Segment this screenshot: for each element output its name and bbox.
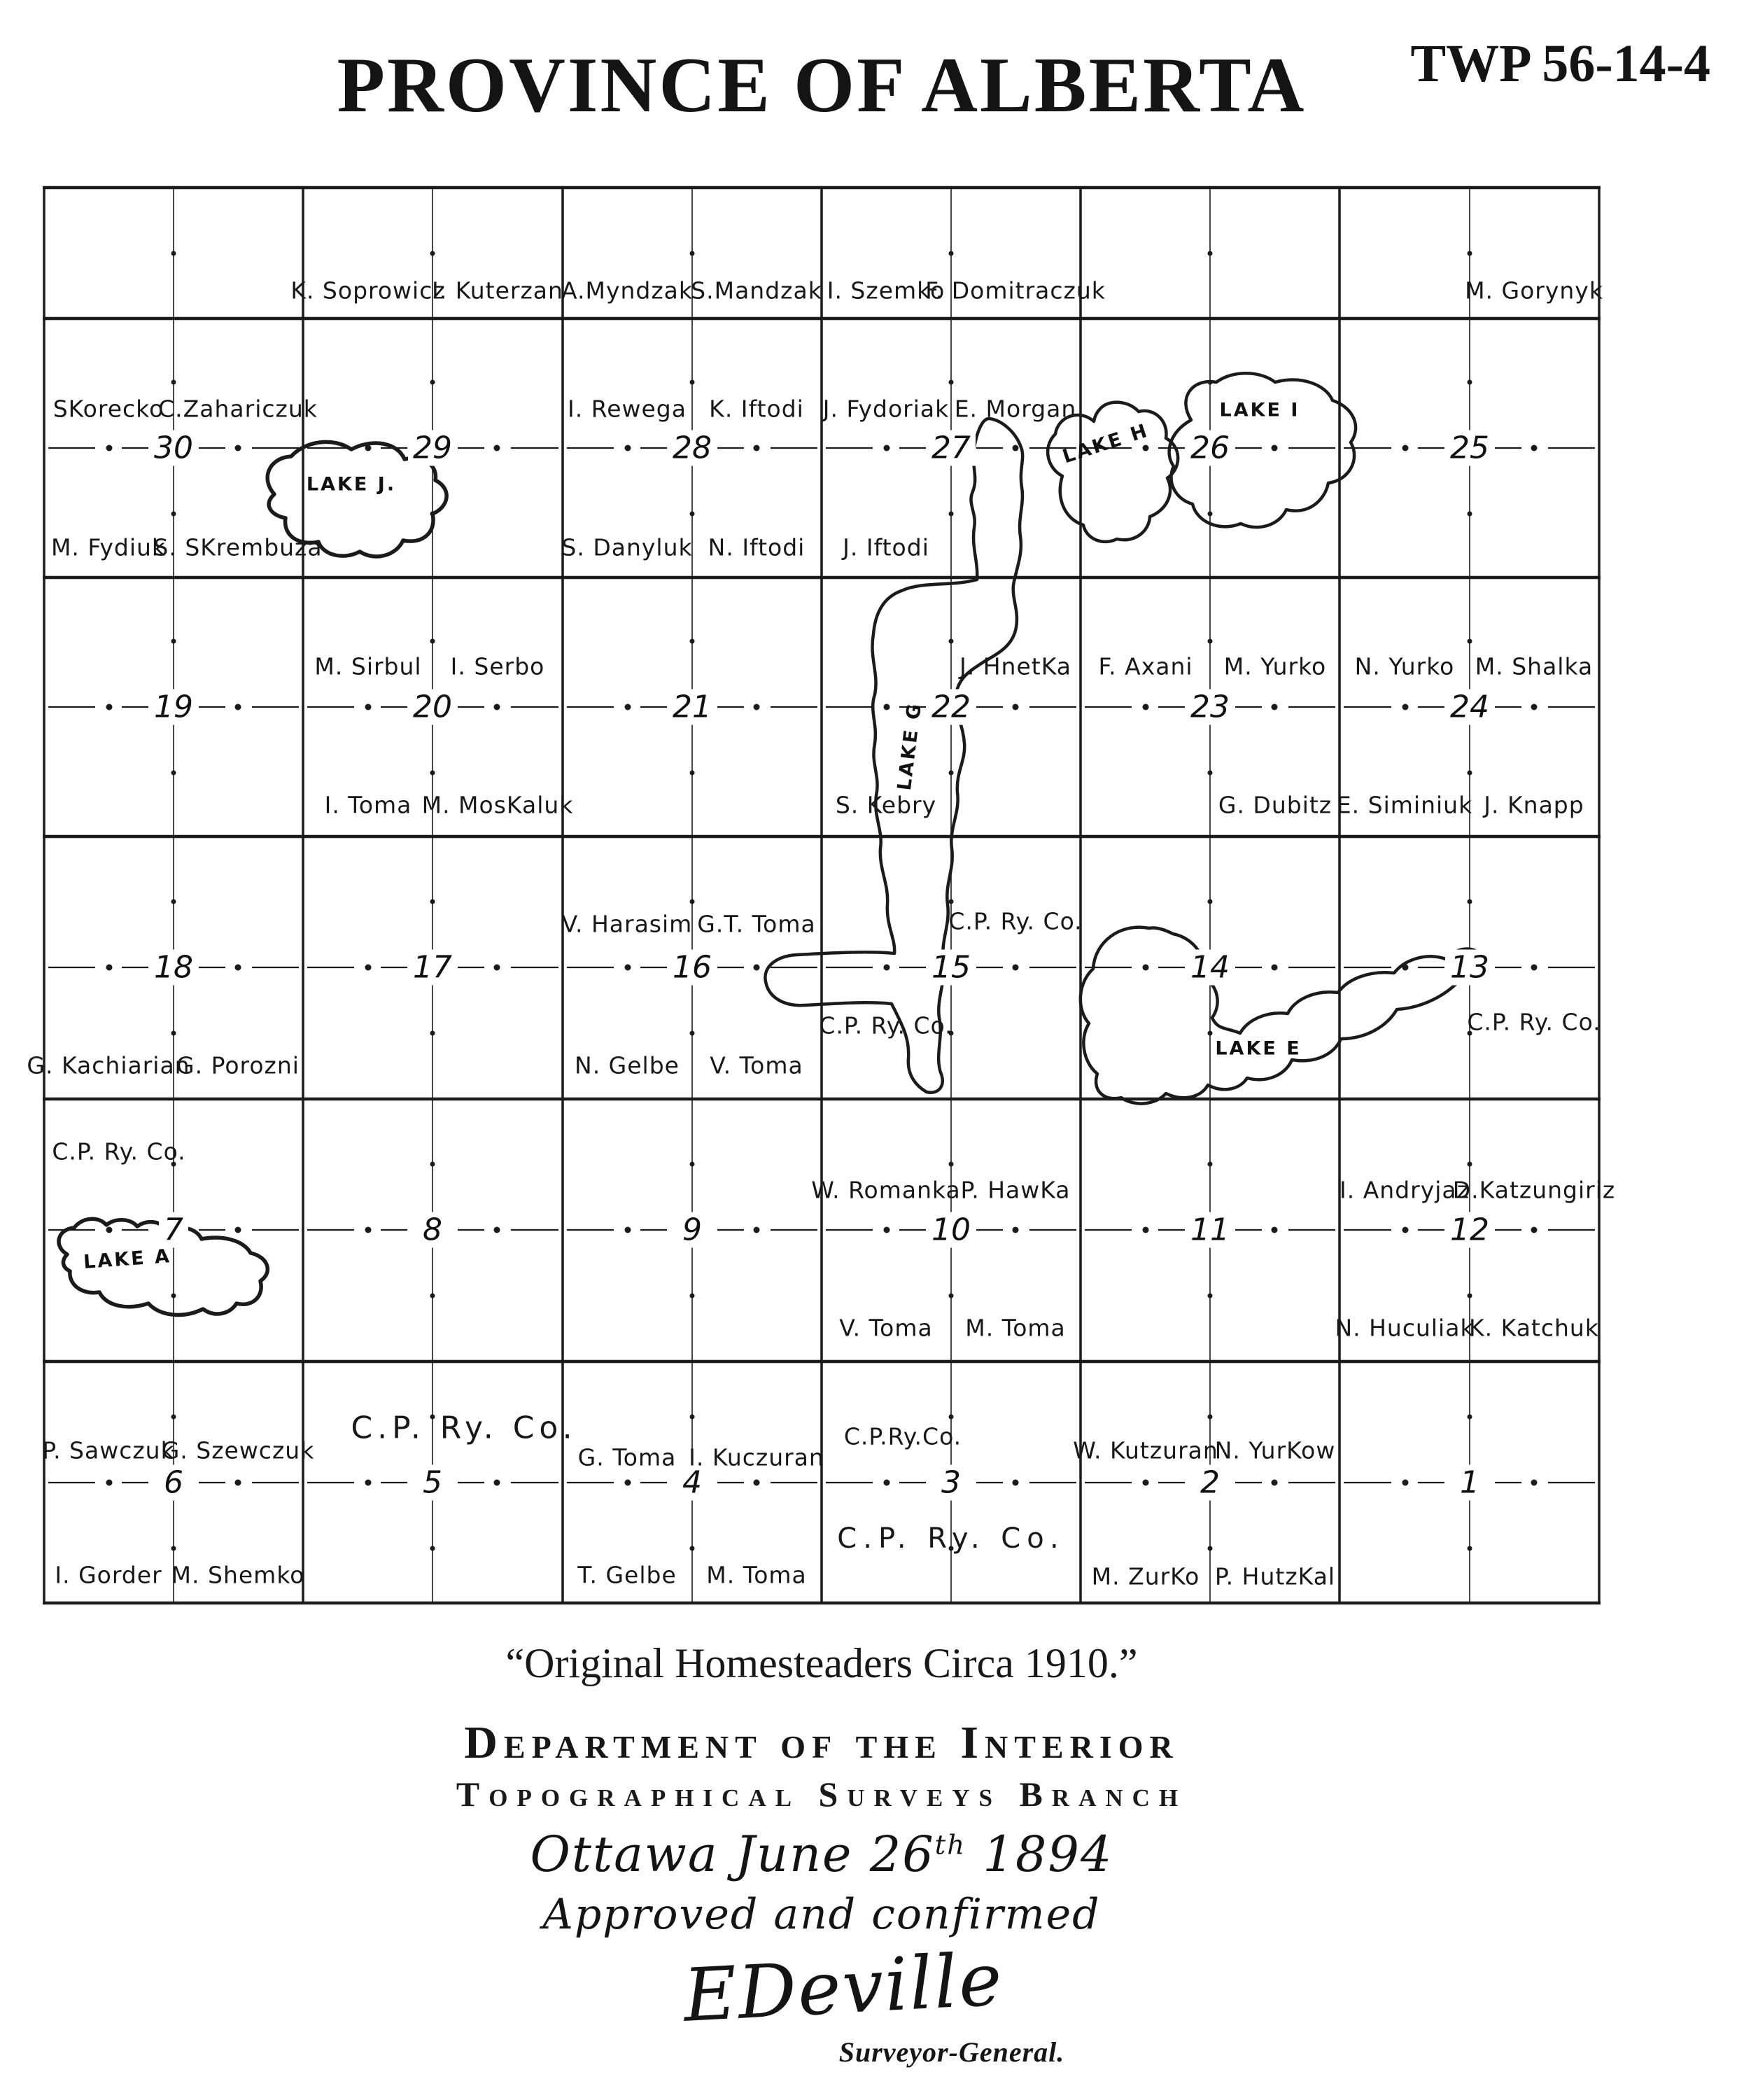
homesteader-name: M. ZurKo — [1091, 1562, 1200, 1590]
homesteader-name: S. SKrembuza — [153, 533, 323, 561]
homesteader-name: M. Toma — [965, 1314, 1066, 1342]
homesteader-name: C.P. Ry. Co. — [52, 1138, 186, 1166]
homesteader-name: J. HnetKa — [959, 652, 1071, 680]
homesteader-name: C.P.Ry.Co. — [843, 1422, 962, 1450]
homesteader-name: S. Danyluk — [561, 533, 693, 561]
homesteader-name: V. Toma — [839, 1314, 933, 1342]
homesteader-name: I. Gorder — [55, 1561, 162, 1589]
section-number: 15 — [927, 950, 976, 986]
section-number: 4 — [677, 1465, 707, 1501]
footer-date-sup: th — [934, 1829, 966, 1861]
section-number: 13 — [1445, 950, 1494, 986]
section-number: 7 — [159, 1212, 188, 1248]
section-number: 16 — [668, 950, 717, 986]
section-number: 11 — [1186, 1212, 1235, 1248]
homesteader-name: G. Porozni — [176, 1051, 300, 1079]
township-label: TWP 56-14-4 — [1410, 34, 1710, 93]
section-number: 30 — [149, 430, 198, 466]
homesteader-name: G. Kachiarian — [27, 1051, 190, 1079]
branch-heading: Topographical Surveys Branch — [456, 1774, 1188, 1814]
section-number: 28 — [668, 430, 717, 466]
homesteader-name: M. MosKaluk — [421, 791, 574, 819]
homesteader-name: C.P. Ry. Co. — [837, 1522, 1065, 1555]
section-number: 12 — [1445, 1212, 1494, 1248]
homesteader-name: M. Shalka — [1475, 652, 1594, 680]
section-number: 19 — [149, 690, 198, 725]
caption: “Original Homesteaders Circa 1910.” — [505, 1640, 1138, 1686]
homesteader-name: E. Siminiuk — [1336, 791, 1473, 819]
section-number: 18 — [149, 950, 198, 986]
homesteader-name: G.T. Toma — [697, 910, 816, 938]
section-number: 10 — [927, 1212, 976, 1248]
homesteader-name: I. Serbo — [450, 652, 545, 680]
homesteader-name: P. HutzKal — [1214, 1562, 1336, 1590]
homesteader-name: K. Iftodi — [709, 395, 804, 423]
lake-label: LAKE G — [893, 701, 927, 792]
lake-label: LAKE J. — [306, 473, 397, 496]
homesteader-name: K. Katchuk — [1469, 1314, 1599, 1342]
homesteader-name: N. YurKow — [1214, 1436, 1336, 1464]
homesteader-name: M. Sirbul — [314, 652, 422, 680]
homesteader-name: D.Katzungiriz — [1452, 1176, 1616, 1204]
homesteader-name: J. Iftodi — [843, 533, 929, 561]
homesteader-name: V. Toma — [710, 1051, 803, 1079]
homesteader-name: T. Gelbe — [577, 1561, 677, 1589]
homesteader-name: M. Yurko — [1223, 652, 1327, 680]
homesteader-name: S. Kebry — [835, 791, 937, 819]
lake-label: LAKE A — [83, 1245, 172, 1273]
section-number: 17 — [408, 950, 457, 986]
section-number: 9 — [677, 1212, 707, 1248]
homesteader-name: N. Iftodi — [708, 533, 806, 561]
footer-date-line — [530, 1826, 1113, 1883]
homesteader-name: I. Toma — [324, 791, 412, 819]
homesteader-name: M. Fydiuk — [50, 533, 167, 561]
department-heading: Department of the Interior — [464, 1717, 1179, 1768]
lake-label: LAKE E — [1215, 1037, 1302, 1060]
section-number: 2 — [1195, 1465, 1225, 1501]
section-number: 1 — [1455, 1465, 1484, 1501]
homesteader-name: I. Kuterzan — [432, 276, 563, 304]
homesteader-name: W. Kutzuran — [1073, 1436, 1218, 1464]
approved-line: Approved and confirmed — [542, 1890, 1101, 1939]
footer-date-pre: Ottawa June 26 — [530, 1826, 935, 1883]
section-number: 29 — [408, 430, 457, 466]
homesteader-name: K. Soprowicz — [290, 276, 446, 304]
homesteader-name: I. Szemko — [827, 276, 945, 304]
homesteader-name: C.P. Ry. Co. — [1467, 1008, 1601, 1036]
homesteader-name: G. Dubitz — [1218, 791, 1332, 819]
section-number: 3 — [936, 1465, 966, 1501]
section-number: 24 — [1445, 690, 1494, 725]
homesteader-name: C.Zahariczuk — [158, 395, 318, 423]
section-number: 25 — [1445, 430, 1494, 466]
homesteader-name: F. Axani — [1098, 652, 1193, 680]
lake-label: LAKE I — [1219, 399, 1300, 421]
homesteader-name: V. Harasim — [561, 910, 693, 938]
homesteader-name: I. Rewega — [568, 395, 687, 423]
homesteader-name: G. Szewczuk — [161, 1436, 315, 1464]
section-number: 26 — [1186, 430, 1235, 466]
homesteader-name: M. Gorynyk — [1465, 276, 1603, 304]
homesteader-name: J. Fydoriak — [822, 395, 950, 423]
homesteader-name: N. Gelbe — [575, 1051, 680, 1079]
homesteader-name: M. Shemko — [171, 1561, 305, 1589]
homesteader-name: C.P. Ry. Co. — [351, 1410, 577, 1446]
homesteader-name: I. Kuczuran — [689, 1443, 824, 1471]
section-number: 5 — [418, 1465, 447, 1501]
section-number: 14 — [1186, 950, 1235, 986]
homesteader-name: F. Domitraczuk — [925, 276, 1106, 304]
homesteader-name: S.Mandzak — [691, 276, 822, 304]
section-number: 22 — [927, 690, 976, 725]
homesteader-name: N. Huculiak — [1335, 1314, 1475, 1342]
homesteader-name: P. Sawczuk — [42, 1436, 175, 1464]
homesteader-name: I. Andryjaz — [1339, 1176, 1470, 1204]
section-number: 23 — [1186, 690, 1235, 725]
lake-label: LAKE H — [1060, 419, 1152, 468]
homesteader-name: C.P. Ry. Co. — [948, 907, 1083, 935]
homesteader-name: E. Morgan — [954, 395, 1077, 423]
homesteader-name: G. Toma — [577, 1443, 677, 1471]
surveyor-general-label: Surveyor-General. — [838, 2036, 1065, 2068]
homesteader-name: W. Romanka — [811, 1176, 961, 1204]
section-number: 27 — [927, 430, 976, 466]
homesteader-name: C.P. Ry. Co. — [819, 1011, 953, 1040]
section-number: 8 — [418, 1212, 447, 1248]
section-number: 20 — [408, 690, 457, 725]
footer-date-post: 1894 — [966, 1826, 1113, 1883]
page-title: PROVINCE OF ALBERTA — [337, 42, 1307, 129]
section-number: 21 — [668, 690, 717, 725]
homesteader-name: J. Knapp — [1484, 791, 1584, 819]
surveyor-signature: EDeville — [681, 1936, 1006, 2038]
section-number: 6 — [159, 1465, 188, 1501]
homesteader-name: SKorecko — [52, 395, 164, 423]
homesteader-name: M. Toma — [706, 1561, 807, 1589]
homesteader-name: N. Yurko — [1354, 652, 1455, 680]
homesteader-name: A.Myndzak — [561, 276, 694, 304]
homesteader-name: P. HawKa — [960, 1176, 1071, 1204]
